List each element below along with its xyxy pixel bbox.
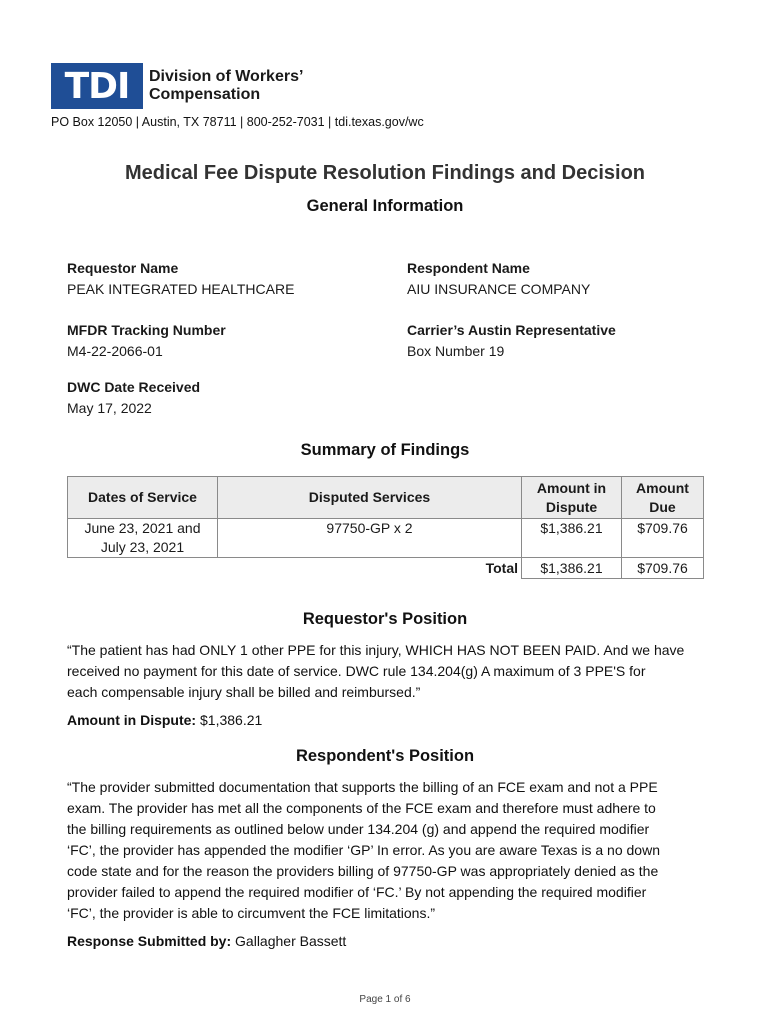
division-name xyxy=(149,68,303,104)
total-due: $709.76 xyxy=(622,558,704,579)
cell-dates xyxy=(68,519,218,558)
total-label: Total xyxy=(485,559,518,576)
received-field xyxy=(67,377,200,419)
respondent-line-5: code state and for the reason the providers billing of 97750-GP was appropriately denied as the xyxy=(67,863,659,879)
letterhead xyxy=(51,63,303,109)
requestor-line-3: each compensable injury shall be billed and reimbursed.” xyxy=(67,684,421,700)
requestor-position-heading: Requestor's Position xyxy=(302,610,468,628)
carrier-label: Carrier’s Austin Representative xyxy=(407,322,616,338)
col-amount-due xyxy=(622,477,704,519)
col-amount-due-line-1: Amount xyxy=(636,479,689,496)
table-header-row xyxy=(68,477,704,519)
requestor-position-text xyxy=(67,640,717,703)
requestor-field xyxy=(67,258,294,300)
col-amount-dispute xyxy=(522,477,622,519)
table-row xyxy=(68,519,704,558)
division-line-2: Compensation xyxy=(149,86,261,103)
respondent-field xyxy=(407,258,590,300)
respondent-position-heading: Respondent's Position xyxy=(295,747,475,765)
tracking-label: MFDR Tracking Number xyxy=(67,322,226,338)
respondent-label: Respondent Name xyxy=(407,260,530,276)
col-dates: Dates of Service xyxy=(68,477,218,519)
cell-dispute: $1,386.21 xyxy=(522,519,622,558)
summary-heading: Summary of Findings xyxy=(300,441,470,459)
respondent-line-2: exam. The provider has met all the components of the FCE exam and therefore must adhere to xyxy=(67,800,656,816)
submitted-value: Gallagher Bassett xyxy=(235,933,347,949)
division-line-1: Division of Workers’ xyxy=(149,68,304,85)
col-services: Disputed Services xyxy=(218,477,522,519)
document-title: Medical Fee Dispute Resolution Findings and Decision xyxy=(124,162,646,184)
col-amount-dispute-line-2: Dispute xyxy=(545,498,598,515)
tdi-logo: TDI xyxy=(51,63,143,109)
col-amount-dispute-line-1: Amount in xyxy=(536,479,607,496)
requestor-line-1: “The patient has had ONLY 1 other PPE for this injury, WHICH HAS NOT BEEN PAID. And we have xyxy=(67,642,685,658)
address-line: PO Box 12050 | Austin, TX 78711 | 800-252-7031 | tdi.texas.gov/wc xyxy=(51,115,424,129)
amount-in-dispute-value: $1,386.21 xyxy=(200,712,263,728)
cell-due: $709.76 xyxy=(622,519,704,558)
respondent-line-7: ‘FC’, the provider is able to circumvent the FCE limitations.” xyxy=(67,905,436,921)
received-value: May 17, 2022 xyxy=(67,400,152,416)
cell-dates-line-2: July 23, 2021 xyxy=(100,539,185,555)
table-total-row xyxy=(68,558,704,579)
response-submitted xyxy=(67,931,717,952)
respondent-value: AIU INSURANCE COMPANY xyxy=(407,281,591,297)
respondent-line-4: ‘FC’, the provider has appended the modifier ‘GP’ In error. As you are aware Texas is a no down xyxy=(67,842,660,858)
submitted-label: Response Submitted by: xyxy=(67,933,232,949)
requestor-line-2: received no payment for this date of service. DWC rule 134.204(g) A maximum of 3 PPE'S for xyxy=(67,663,646,679)
col-amount-due-line-2: Due xyxy=(649,498,676,515)
respondent-line-6: provider failed to append the required modifier of ‘FC.’ By not appending the required modifier xyxy=(67,884,647,900)
requestor-value: PEAK INTEGRATED HEALTHCARE xyxy=(67,281,295,297)
requestor-label: Requestor Name xyxy=(67,260,179,276)
received-label: DWC Date Received xyxy=(67,379,201,395)
respondent-line-3: the billing requirements as outlined below under 134.204 (g) and append the required modifier xyxy=(67,821,650,837)
amount-in-dispute-label: Amount in Dispute: xyxy=(67,712,197,728)
cell-service: 97750-GP x 2 xyxy=(218,519,522,558)
page-number: Page 1 of 6 xyxy=(359,994,411,1005)
amount-in-dispute xyxy=(67,710,717,731)
respondent-line-1: “The provider submitted documentation that supports the billing of an FCE exam and not a PPE xyxy=(67,779,658,795)
total-dispute: $1,386.21 xyxy=(522,558,622,579)
respondent-position-text xyxy=(67,777,717,924)
carrier-value: Box Number 19 xyxy=(407,343,505,359)
general-info-heading: General Information xyxy=(306,197,464,215)
summary-table xyxy=(67,476,704,579)
carrier-field xyxy=(407,320,616,362)
tracking-field xyxy=(67,320,226,362)
tracking-value: M4-22-2066-01 xyxy=(67,343,163,359)
cell-dates-line-1: June 23, 2021 and xyxy=(84,520,201,536)
